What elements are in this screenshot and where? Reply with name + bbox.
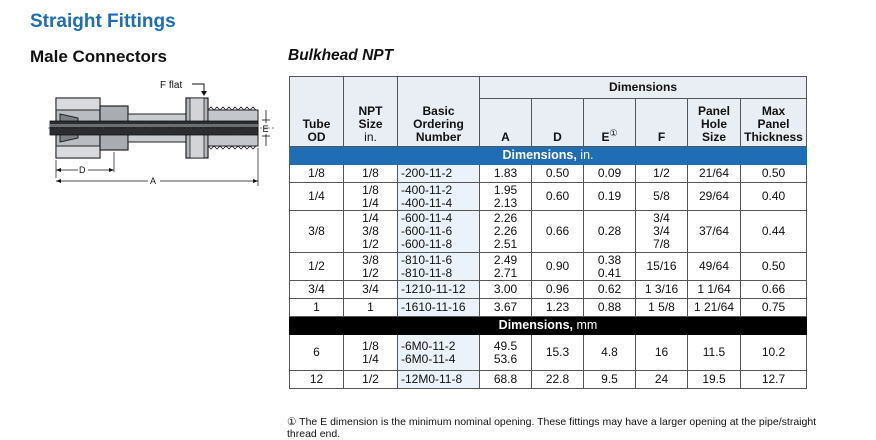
cell-ordering-number: -12M0-11-8 <box>398 371 480 389</box>
cell-f: 1 5/8 <box>636 299 688 317</box>
cell-ordering-number: -1610-11-16 <box>398 299 480 317</box>
dimensions-table <box>289 76 807 389</box>
product-subtitle: Male Connectors <box>30 47 167 66</box>
cell-a: 1.95 2.13 <box>480 183 532 211</box>
header-a: A <box>480 99 532 147</box>
cell-tube-od: 1 <box>290 299 344 317</box>
cell-npt-size: 1/8 1/4 <box>344 335 398 371</box>
cell-e: 0.09 <box>584 165 636 183</box>
header-f: F <box>636 99 688 147</box>
cell-e: 0.62 <box>584 281 636 299</box>
cell-max-panel: 0.50 <box>741 253 807 281</box>
cell-panel-hole: 1 21/64 <box>688 299 741 317</box>
footnote-mark: ① <box>287 416 297 428</box>
cell-a: 2.26 2.26 2.51 <box>480 211 532 253</box>
band-dimensions-mm: Dimensions, mm <box>290 317 807 335</box>
cell-a: 3.67 <box>480 299 532 317</box>
cell-e: 0.88 <box>584 299 636 317</box>
cell-panel-hole: 37/64 <box>688 211 741 253</box>
cell-npt-size: 1/8 <box>344 165 398 183</box>
cell-d: 15.3 <box>532 335 584 371</box>
header-tube-od: Tube OD <box>290 77 344 147</box>
cell-tube-od: 1/2 <box>290 253 344 281</box>
cell-e: 0.19 <box>584 183 636 211</box>
inch-rows <box>290 147 807 317</box>
table-row <box>290 281 807 299</box>
cell-f: 1 3/16 <box>636 281 688 299</box>
cell-f: 24 <box>636 371 688 389</box>
table-row <box>290 183 807 211</box>
cell-ordering-number: -810-11-6 -810-11-8 <box>398 253 480 281</box>
cell-tube-od: 3/4 <box>290 281 344 299</box>
cell-npt-size: 1/4 3/8 1/2 <box>344 211 398 253</box>
header-panel-hole-size: Panel Hole Size <box>688 99 741 147</box>
cell-tube-od: 1/4 <box>290 183 344 211</box>
header-d: D <box>532 99 584 147</box>
header-dimensions: Dimensions <box>480 77 807 99</box>
cell-max-panel: 0.50 <box>741 165 807 183</box>
cell-tube-od: 6 <box>290 335 344 371</box>
cell-npt-size: 3/4 <box>344 281 398 299</box>
cell-f: 3/4 3/4 7/8 <box>636 211 688 253</box>
cell-d: 0.60 <box>532 183 584 211</box>
cell-d: 1.23 <box>532 299 584 317</box>
header-npt-size: NPT Size in. <box>344 77 398 147</box>
f-flat-label: F flat <box>160 80 183 91</box>
cell-f: 15/16 <box>636 253 688 281</box>
cell-panel-hole: 11.5 <box>688 335 741 371</box>
cell-a: 68.8 <box>480 371 532 389</box>
table-row <box>290 371 807 389</box>
band-dimensions-in: Dimensions, in. <box>290 147 807 165</box>
cell-f: 1/2 <box>636 165 688 183</box>
fitting-diagram <box>48 78 278 190</box>
cell-e: 0.38 0.41 <box>584 253 636 281</box>
cell-npt-size: 1 <box>344 299 398 317</box>
cell-npt-size: 3/8 1/2 <box>344 253 398 281</box>
cell-ordering-number: -1210-11-12 <box>398 281 480 299</box>
table-row <box>290 335 807 371</box>
e-dimension-label: E <box>262 124 269 134</box>
cell-npt-size: 1/8 1/4 <box>344 183 398 211</box>
cell-a: 49.5 53.6 <box>480 335 532 371</box>
cell-d: 22.8 <box>532 371 584 389</box>
cell-ordering-number: -600-11-4 -600-11-6 -600-11-8 <box>398 211 480 253</box>
cell-npt-size: 1/2 <box>344 371 398 389</box>
table-row <box>290 165 807 183</box>
cell-max-panel: 0.66 <box>741 281 807 299</box>
cell-d: 0.90 <box>532 253 584 281</box>
cell-max-panel: 10.2 <box>741 335 807 371</box>
table-row <box>290 211 807 253</box>
header-max-panel-thickness: Max Panel Thickness <box>741 99 807 147</box>
cell-ordering-number: -200-11-2 <box>398 165 480 183</box>
table-row <box>290 253 807 281</box>
footnote <box>287 416 847 440</box>
cell-a: 1.83 <box>480 165 532 183</box>
cell-a: 3.00 <box>480 281 532 299</box>
cell-ordering-number: -400-11-2 -400-11-4 <box>398 183 480 211</box>
mm-rows <box>290 317 807 389</box>
cell-panel-hole: 49/64 <box>688 253 741 281</box>
cell-panel-hole: 19.5 <box>688 371 741 389</box>
cell-d: 0.50 <box>532 165 584 183</box>
cell-tube-od: 3/8 <box>290 211 344 253</box>
cell-max-panel: 0.44 <box>741 211 807 253</box>
cell-tube-od: 12 <box>290 371 344 389</box>
page-title: Straight Fittings <box>30 11 176 32</box>
cell-e: 9.5 <box>584 371 636 389</box>
cell-panel-hole: 21/64 <box>688 165 741 183</box>
cell-panel-hole: 1 1/64 <box>688 281 741 299</box>
cell-d: 0.96 <box>532 281 584 299</box>
header-e: E① <box>584 99 636 147</box>
cell-e: 0.28 <box>584 211 636 253</box>
cell-max-panel: 12.7 <box>741 371 807 389</box>
footnote-text: The E dimension is the minimum nominal opening. These fittings may have a larger opening at the pipe/straight thread end. <box>287 416 817 440</box>
section-heading: Bulkhead NPT <box>288 47 394 64</box>
cell-max-panel: 0.40 <box>741 183 807 211</box>
header-ordering-number: Basic Ordering Number <box>398 77 480 147</box>
cell-max-panel: 0.75 <box>741 299 807 317</box>
d-dimension-label: D <box>79 165 86 175</box>
cell-tube-od: 1/8 <box>290 165 344 183</box>
cell-d: 0.66 <box>532 211 584 253</box>
cell-e: 4.8 <box>584 335 636 371</box>
cell-panel-hole: 29/64 <box>688 183 741 211</box>
cell-ordering-number: -6M0-11-2 -6M0-11-4 <box>398 335 480 371</box>
cell-f: 5/8 <box>636 183 688 211</box>
a-dimension-label: A <box>150 176 157 186</box>
cell-a: 2.49 2.71 <box>480 253 532 281</box>
cell-f: 16 <box>636 335 688 371</box>
table-row <box>290 299 807 317</box>
